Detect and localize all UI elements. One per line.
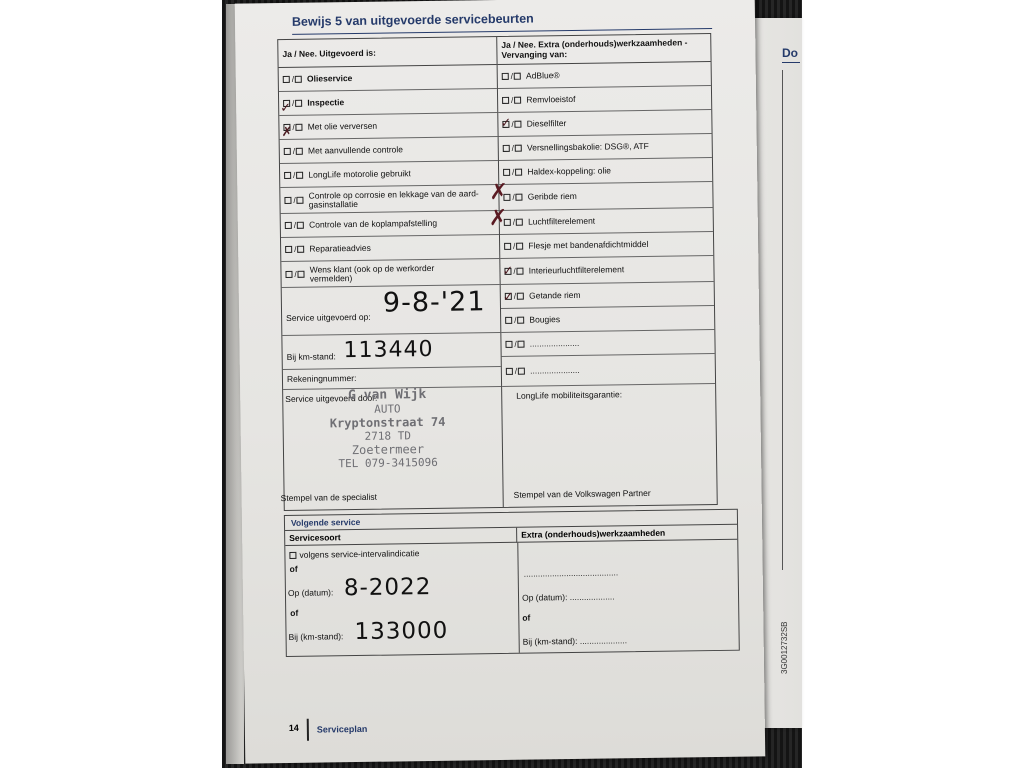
- list-item[interactable]: / Haldex-koppeling: olie: [499, 158, 712, 185]
- km-row: Bij km-stand:: [282, 333, 500, 370]
- next-service-table: [284, 509, 740, 657]
- km-value: 113440: [343, 336, 434, 364]
- service-booklet-page: [235, 0, 766, 764]
- extra-date-label: Op (datum): ...................: [521, 591, 615, 603]
- list-item[interactable]: / Olieservice: [279, 65, 497, 92]
- left-header: Ja / Nee. Uitgevoerd is:: [278, 37, 496, 68]
- checkmark-icon: ✓: [280, 100, 292, 117]
- next-service-title: Volgende service: [285, 510, 737, 531]
- or-label: of: [290, 607, 299, 618]
- extra-km-label: Bij (km-stand): ....................: [522, 635, 628, 647]
- list-item[interactable]: / Geribde riem: [499, 182, 712, 211]
- interval-option[interactable]: volgens service-intervalindicatie: [289, 548, 419, 560]
- next-page-title: Do: [782, 46, 798, 60]
- column-divider: [517, 543, 520, 653]
- longlife-label: LongLife mobiliteitsgarantie:: [516, 389, 623, 401]
- or-label: of: [289, 563, 298, 574]
- list-item[interactable]: / Getande riem: [501, 282, 714, 309]
- next-km-value: 133000: [354, 617, 449, 646]
- cross-mark-icon: ✗: [488, 205, 508, 232]
- document-code: 3G0012732SB: [780, 621, 789, 674]
- checkmark-icon: ✓: [502, 289, 514, 305]
- right-column: [497, 34, 717, 507]
- page-title: Bewijs 5 van uitgevoerde servicebeurten: [291, 11, 534, 29]
- list-item[interactable]: / AdBlue®: [498, 62, 711, 89]
- list-item[interactable]: / Controle van de koplampafstelling: [281, 211, 499, 238]
- partner-stamp-area: [502, 384, 717, 507]
- list-item[interactable]: / Wens klant (ook op de werkorder vermelden): [281, 259, 499, 288]
- stamp-specialist-label: Stempel van de specialist: [280, 491, 378, 504]
- list-item[interactable]: / .....................: [502, 354, 715, 387]
- col-header-servicesoort: Servicesoort: [285, 528, 517, 546]
- list-item[interactable]: / Inspectie: [279, 89, 497, 116]
- list-item[interactable]: / Controle op corrosie en lekkage van de aard-gasinstallatie: [280, 185, 498, 214]
- next-date-label: Op (datum):: [287, 587, 334, 598]
- list-item[interactable]: / Reparatieadvies: [281, 235, 499, 262]
- dealer-stamp: G van Wijk AUTO Kryptonstraat 74 2718 TD Zoetermeer TEL 079-3415096: [329, 387, 446, 471]
- list-item[interactable]: / .....................: [501, 330, 714, 357]
- list-item[interactable]: / Met aanvullende controle: [280, 137, 498, 164]
- next-page-box: [782, 70, 801, 570]
- footer-divider: [307, 719, 309, 741]
- list-item[interactable]: / Versnellingsbakolie: DSG®, ATF: [499, 134, 712, 161]
- checkmark-icon: ✓: [502, 263, 514, 279]
- service-by-label: Service uitgevoerd door:: [285, 392, 378, 404]
- page-number: 14: [288, 722, 299, 733]
- extra-work-dots: ........................................: [523, 567, 619, 579]
- list-item[interactable]: / Remvloeistof: [498, 86, 711, 113]
- footer-section: Serviceplan: [316, 723, 368, 735]
- list-item[interactable]: / Dieselfilter: [498, 110, 711, 137]
- stamp-partner-label: Stempel van de Volkswagen Partner: [513, 487, 651, 500]
- checkmark-icon: ✓: [500, 115, 512, 131]
- list-item[interactable]: / Bougies: [501, 306, 714, 333]
- rekening-row: Rekeningnummer:: [283, 367, 501, 390]
- service-date-value: 9-8-'21: [382, 286, 486, 319]
- col-header-extra: Extra (onderhouds)werkzaamheden: [517, 525, 737, 543]
- list-item[interactable]: / Met olie verversen: [279, 113, 497, 140]
- next-date-value: 8-2022: [343, 573, 432, 602]
- checkmark-icon: ✗: [281, 124, 293, 141]
- next-km-label: Bij (km-stand):: [288, 631, 344, 642]
- right-header: Ja / Nee. Extra (onderhouds)werkzaamheden - Vervanging van:: [497, 34, 710, 65]
- service-date-row: Service uitgevoerd op:: [282, 285, 501, 336]
- or-label: of: [522, 612, 531, 623]
- next-page-rule: [782, 62, 800, 63]
- list-item[interactable]: / Interieurluchtfilterelement: [500, 256, 713, 285]
- list-item[interactable]: / LongLife motorolie gebruikt: [280, 161, 498, 188]
- list-item[interactable]: / Flesje met bandenafdichtmiddel: [500, 232, 713, 259]
- cross-mark-icon: ✗: [489, 179, 508, 206]
- list-item[interactable]: / Luchtfilterelement: [500, 208, 713, 235]
